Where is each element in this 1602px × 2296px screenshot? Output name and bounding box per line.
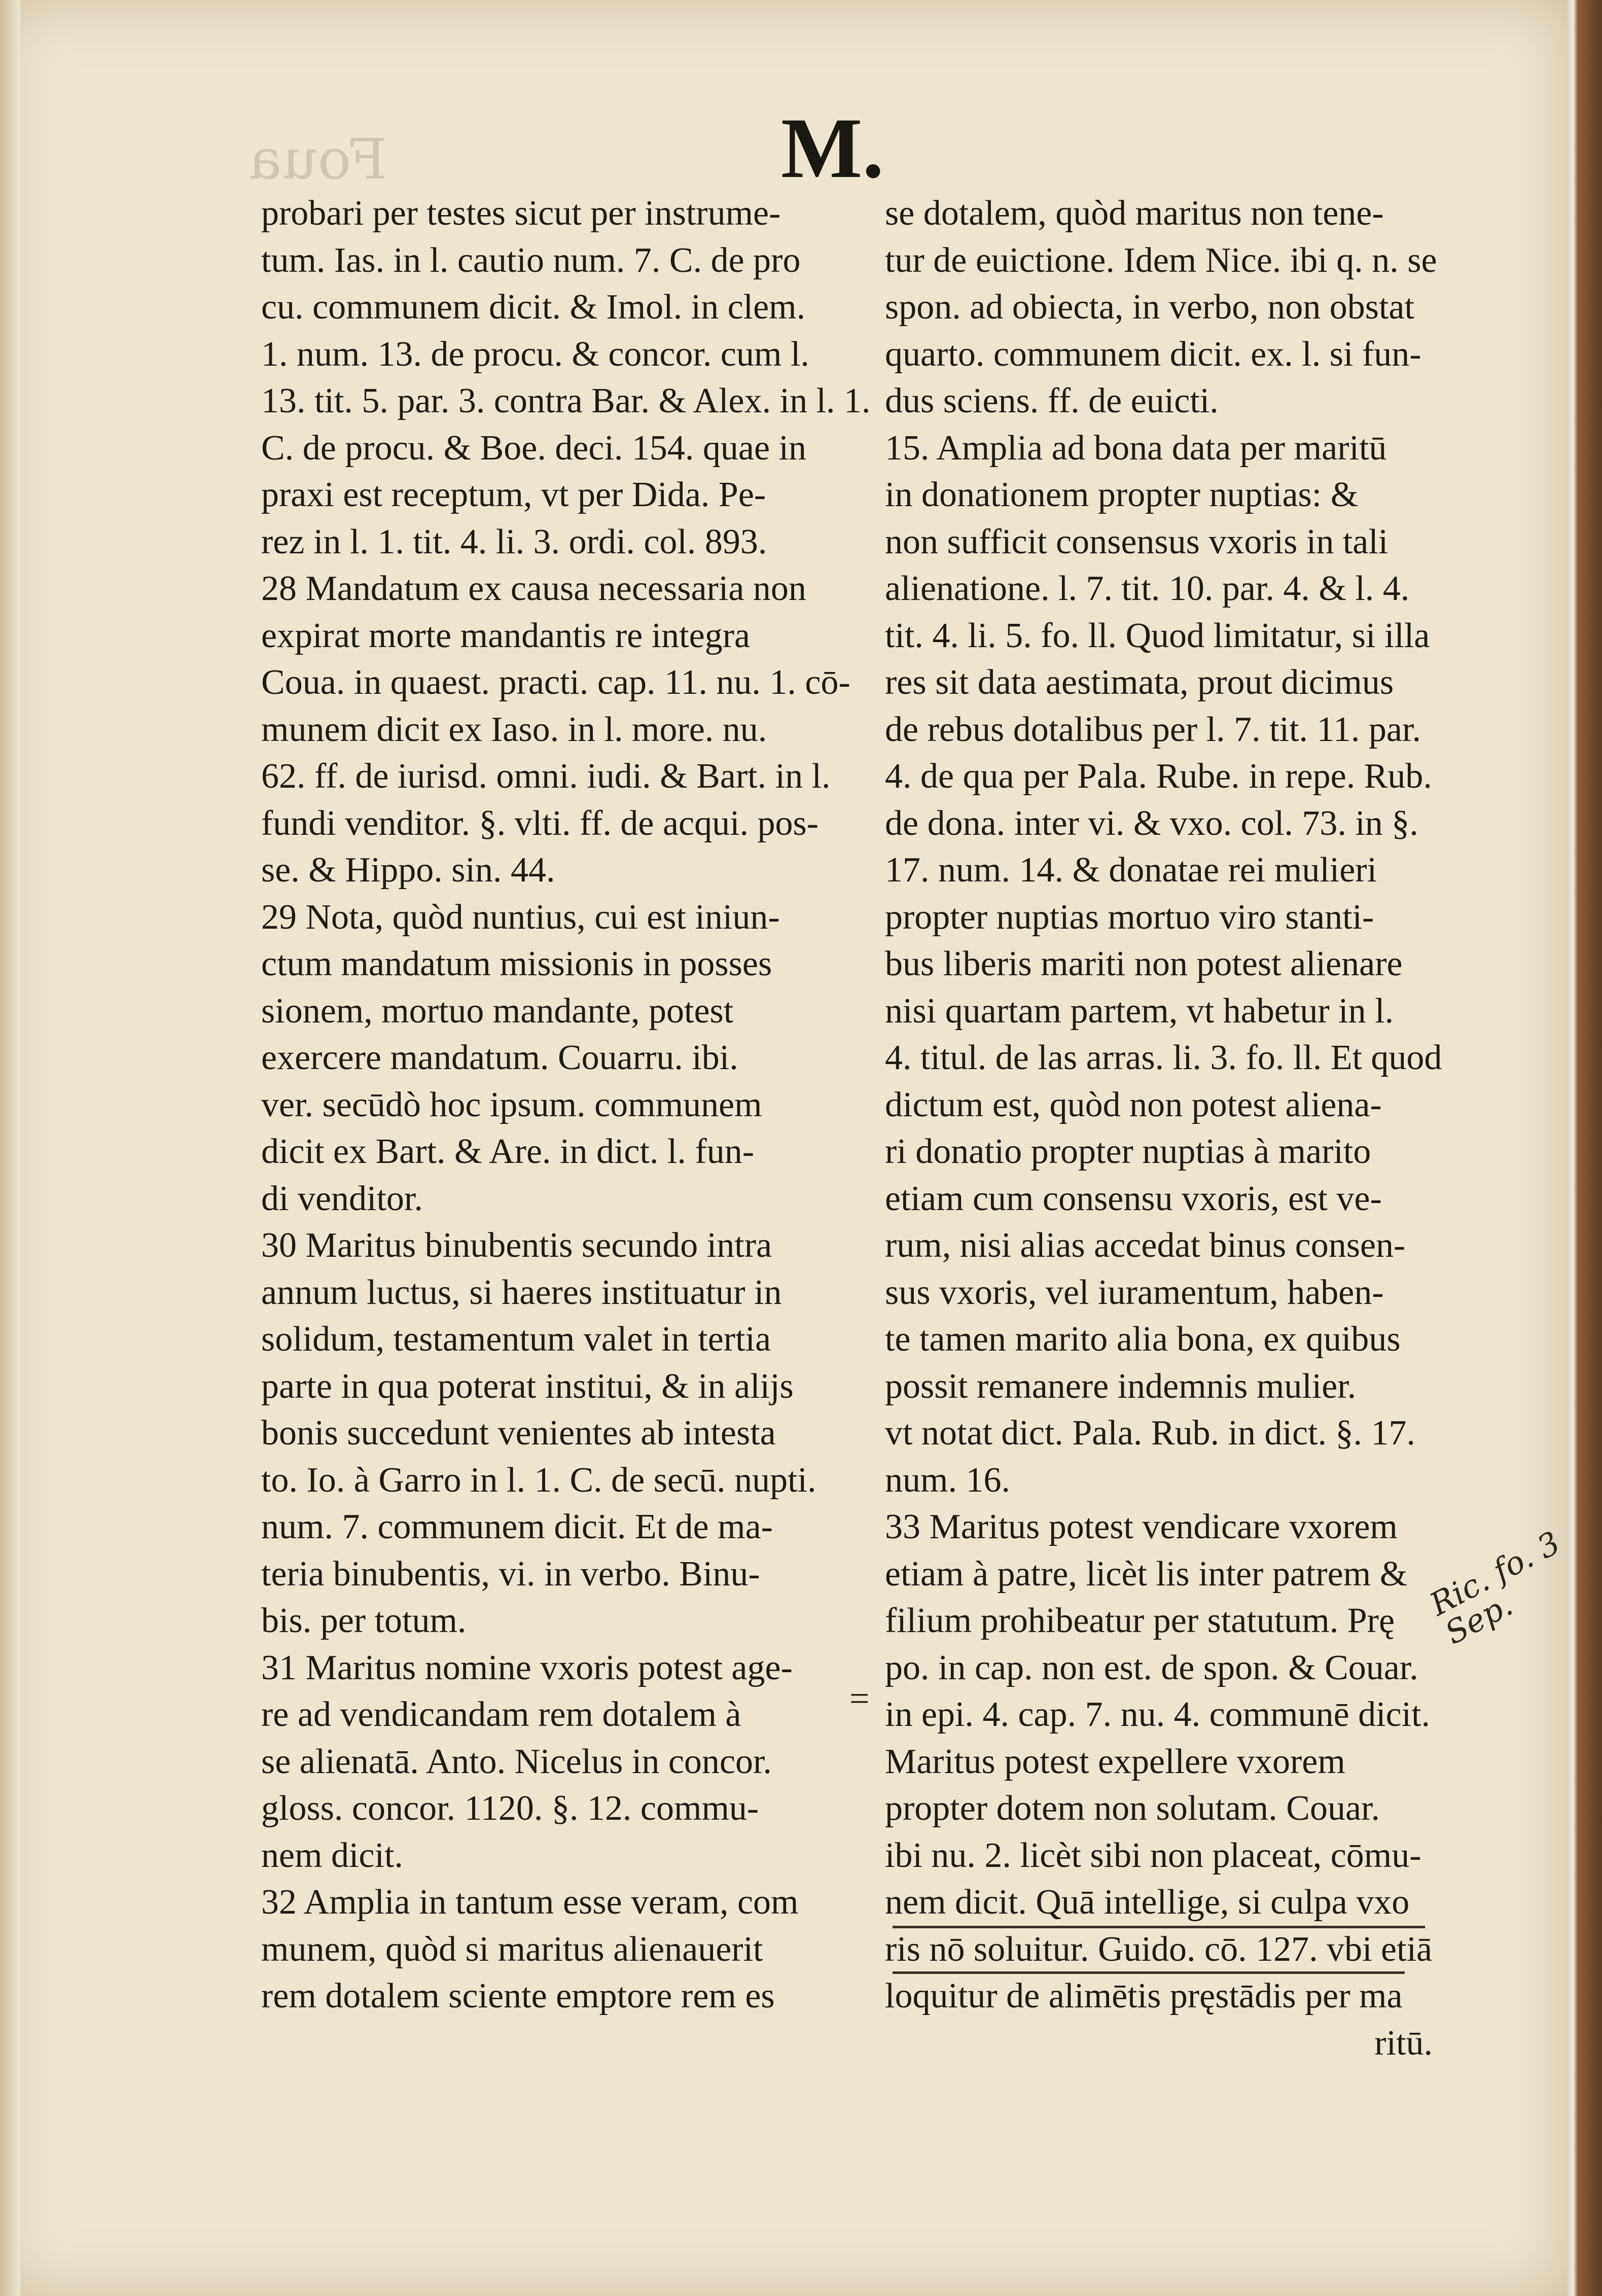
text-line: re ad vendicandam rem dotalem à <box>261 1695 741 1734</box>
text-underline <box>893 1926 1425 1928</box>
handwritten-margin-note: Ric. fo. 3 Sep. <box>1423 1524 1567 1652</box>
text-line: quarto. communem dicit. ex. l. si fun- <box>885 334 1421 374</box>
text-line: num. 16. <box>885 1460 1010 1500</box>
left-text-column <box>261 190 871 2020</box>
text-line: propter dotem non solutam. Couar. <box>885 1789 1380 1828</box>
text-line: bis. per totum. <box>261 1601 467 1640</box>
text-line: probari per testes sicut per instrume- <box>261 194 781 233</box>
text-line: solidum, testamentum valet in tertia <box>261 1320 771 1359</box>
right-text-column <box>885 190 1442 2067</box>
text-line: 4. titul. de las arras. li. 3. fo. ll. Et quod <box>885 1038 1442 1077</box>
text-line: alienatione. l. 7. tit. 10. par. 4. & l. 4. <box>885 569 1410 608</box>
page-left-edge <box>0 0 20 2296</box>
text-line: ibi nu. 2. licèt sibi non placeat, cōmu- <box>885 1835 1421 1875</box>
text-line: propter nuptias mortuo viro stanti- <box>885 897 1374 937</box>
margin-equals-mark: = <box>849 1679 870 1718</box>
text-line: di venditor. <box>261 1179 423 1218</box>
text-line: rem dotalem sciente emptore rem es <box>261 1976 775 2016</box>
text-line: munem dicit ex Iaso. in l. more. nu. <box>261 710 767 749</box>
book-spine-edge <box>1567 0 1602 2296</box>
text-line: rez in l. 1. tit. 4. li. 3. ordi. col. 893. <box>261 522 767 561</box>
text-line: po. in cap. non est. de spon. & Couar. <box>885 1648 1418 1687</box>
text-line: dus sciens. ff. de euicti. <box>885 381 1219 420</box>
bleed-through-text: Foua <box>248 127 387 192</box>
text-line: nem dicit. Quā intellige, si culpa vxo <box>885 1883 1410 1922</box>
text-line: bonis succedunt venientes ab intesta <box>261 1414 776 1453</box>
text-line: 17. num. 14. & donatae rei mulieri <box>885 851 1377 890</box>
text-line: tit. 4. li. 5. fo. ll. Quod limitatur, si illa <box>885 616 1430 655</box>
text-line: C. de procu. & Boe. deci. 154. quae in <box>261 428 807 468</box>
text-line: praxi est receptum, vt per Dida. Pe- <box>261 475 766 514</box>
text-line: dicit ex Bart. & Are. in dict. l. fun- <box>261 1132 755 1171</box>
text-line: gloss. concor. 1120. §. 12. commu- <box>261 1789 759 1828</box>
text-line: Coua. in quaest. practi. cap. 11. nu. 1. cō- <box>261 663 850 702</box>
text-line: in epi. 4. cap. 7. nu. 4. communē dicit. <box>885 1695 1431 1734</box>
text-line: teria binubentis, vi. in verbo. Binu- <box>261 1554 760 1594</box>
text-line: ritū. <box>1374 2023 1433 2063</box>
text-line: annum luctus, si haeres instituatur in <box>261 1273 782 1312</box>
text-line: se dotalem, quòd maritus non tene- <box>885 194 1384 233</box>
text-line: dictum est, quòd non potest aliena- <box>885 1085 1382 1124</box>
text-line: munem, quòd si maritus alienauerit <box>261 1929 763 1969</box>
text-underline <box>893 1971 1405 1974</box>
text-line: tur de euictione. Idem Nice. ibi q. n. se <box>885 240 1437 280</box>
page-header-letter: M. <box>781 100 884 196</box>
text-line: vt notat dict. Pala. Rub. in dict. §. 17. <box>885 1414 1416 1453</box>
text-line: in donationem propter nuptias: & <box>885 475 1359 514</box>
text-line: Maritus potest expellere vxorem <box>885 1742 1345 1781</box>
text-line: se alienatā. Anto. Nicelus in concor. <box>261 1742 772 1781</box>
text-line: de rebus dotalibus per l. 7. tit. 11. par. <box>885 710 1421 749</box>
text-line: num. 7. communem dicit. Et de ma- <box>261 1507 773 1546</box>
text-line: se. & Hippo. sin. 44. <box>261 851 555 890</box>
text-line: ctum mandatum missionis in posses <box>261 944 772 983</box>
text-line: loquitur de alimētis pręstādis per ma <box>885 1976 1403 2016</box>
text-line: parte in qua poterat institui, & in alijs <box>261 1366 794 1406</box>
text-line: nem dicit. <box>261 1835 403 1875</box>
text-line: sus vxoris, vel iuramentum, haben- <box>885 1273 1384 1312</box>
text-line: tum. Ias. in l. cautio num. 7. C. de pro <box>261 240 801 280</box>
text-line: 13. tit. 5. par. 3. contra Bar. & Alex. in l. 1. <box>261 381 871 420</box>
text-line: de dona. inter vi. & vxo. col. 73. in §. <box>885 803 1418 843</box>
text-line: 4. de qua per Pala. Rube. in repe. Rub. <box>885 757 1432 796</box>
text-line: 15. Amplia ad bona data per maritū <box>885 428 1387 468</box>
text-line: filium prohibeatur per statutum. Prę <box>885 1601 1395 1640</box>
text-line: ris nō soluitur. Guido. cō. 127. vbi etiā <box>885 1929 1433 1969</box>
text-line: res sit data aestimata, prout dicimus <box>885 663 1394 702</box>
text-line: 32 Amplia in tantum esse veram, com <box>261 1883 799 1922</box>
text-line: expirat morte mandantis re integra <box>261 616 751 655</box>
text-line: 29 Nota, quòd nuntius, cui est iniun- <box>261 897 780 937</box>
text-line: 1. num. 13. de procu. & concor. cum l. <box>261 334 809 374</box>
text-line: etiam cum consensu vxoris, est ve- <box>885 1179 1382 1218</box>
text-line: 33 Maritus potest vendicare vxorem <box>885 1507 1398 1546</box>
text-line: nisi quartam partem, vt habetur in l. <box>885 991 1394 1031</box>
text-line: to. Io. à Garro in l. 1. C. de secū. nupti. <box>261 1460 816 1500</box>
text-line: possit remanere indemnis mulier. <box>885 1366 1357 1406</box>
text-line: sionem, mortuo mandante, potest <box>261 991 734 1031</box>
text-line: fundi venditor. §. vlti. ff. de acqui. pos- <box>261 803 819 843</box>
text-line: 30 Maritus binubentis secundo intra <box>261 1226 772 1265</box>
text-line: non sufficit consensus vxoris in tali <box>885 522 1389 561</box>
text-line: 28 Mandatum ex causa necessaria non <box>261 569 806 608</box>
text-line: 31 Maritus nomine vxoris potest age- <box>261 1648 793 1687</box>
text-line: cu. communem dicit. & Imol. in clem. <box>261 288 806 327</box>
text-line: 62. ff. de iurisd. omni. iudi. & Bart. in l. <box>261 757 831 796</box>
text-line: rum, nisi alias accedat binus consen- <box>885 1226 1406 1265</box>
text-line: spon. ad obiecta, in verbo, non obstat <box>885 288 1414 327</box>
text-line: ri donatio propter nuptias à marito <box>885 1132 1371 1171</box>
text-line: te tamen marito alia bona, ex quibus <box>885 1320 1401 1359</box>
text-line: etiam à patre, licèt lis inter patrem & <box>885 1554 1408 1594</box>
text-line: exercere mandatum. Couarru. ibi. <box>261 1038 738 1077</box>
text-line: bus liberis mariti non potest alienare <box>885 944 1403 983</box>
text-line: ver. secūdò hoc ipsum. communem <box>261 1085 762 1124</box>
